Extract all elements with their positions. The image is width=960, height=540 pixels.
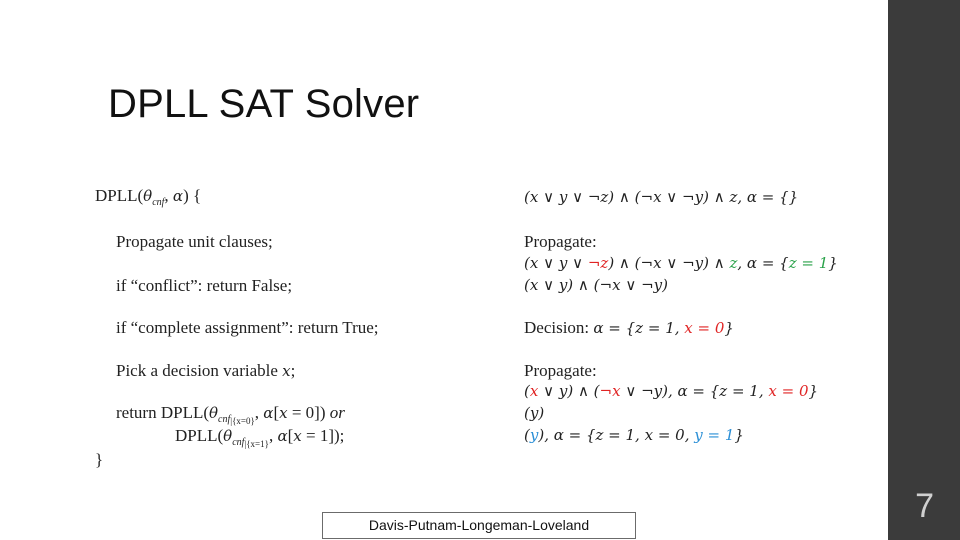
algo-line-5: Pick a decision variable x; [116, 361, 296, 380]
caption-box: Davis-Putnam-Longeman-Loveland [322, 512, 636, 539]
example-line-6: Propagate: [524, 361, 597, 380]
example-line-4: (x ∨ y) ∧ (¬x ∨ ¬y) [524, 276, 668, 294]
algo-line-6b: $DPLL(\theta_{cnf|\{x=1\}}$, α[x = 1]); [175, 426, 345, 449]
example-line-9: (y), α = {z = 1, x = 0, y = 1} [524, 426, 744, 444]
example-line-5: Decision: α = {z = 1, x = 0} [524, 318, 734, 337]
slide-title: DPLL SAT Solver [108, 82, 420, 126]
algo-line-6a: return $DPLL(\theta_{cnf|\{x=0\}}$, α[x = 0]) or [116, 403, 345, 426]
example-line-1: (x ∨ y ∨ ¬z) ∧ (¬x ∨ ¬y) ∧ z, α = {} [524, 188, 799, 206]
example-line-2: Propagate: [524, 232, 597, 251]
example-line-3: (x ∨ y ∨ ¬z) ∧ (¬x ∨ ¬y) ∧ z, α = {z = 1} [524, 254, 838, 272]
algo-line-7: } [95, 450, 104, 469]
example-line-8: (y) [524, 404, 545, 422]
algo-line-2: Propagate unit clauses; [116, 232, 273, 251]
algo-line-3: if “conflict”: return False; [116, 276, 293, 295]
slide-sidebar [888, 0, 960, 540]
example-line-7: (x ∨ y) ∧ (¬x ∨ ¬y), α = {z = 1, x = 0} [524, 382, 819, 400]
algo-line-1: $DPLL(\theta_{cnf}$, α) { [95, 186, 202, 208]
page-number: 7 [915, 487, 934, 525]
algo-line-4: if “complete assignment”: return True; [116, 318, 379, 337]
